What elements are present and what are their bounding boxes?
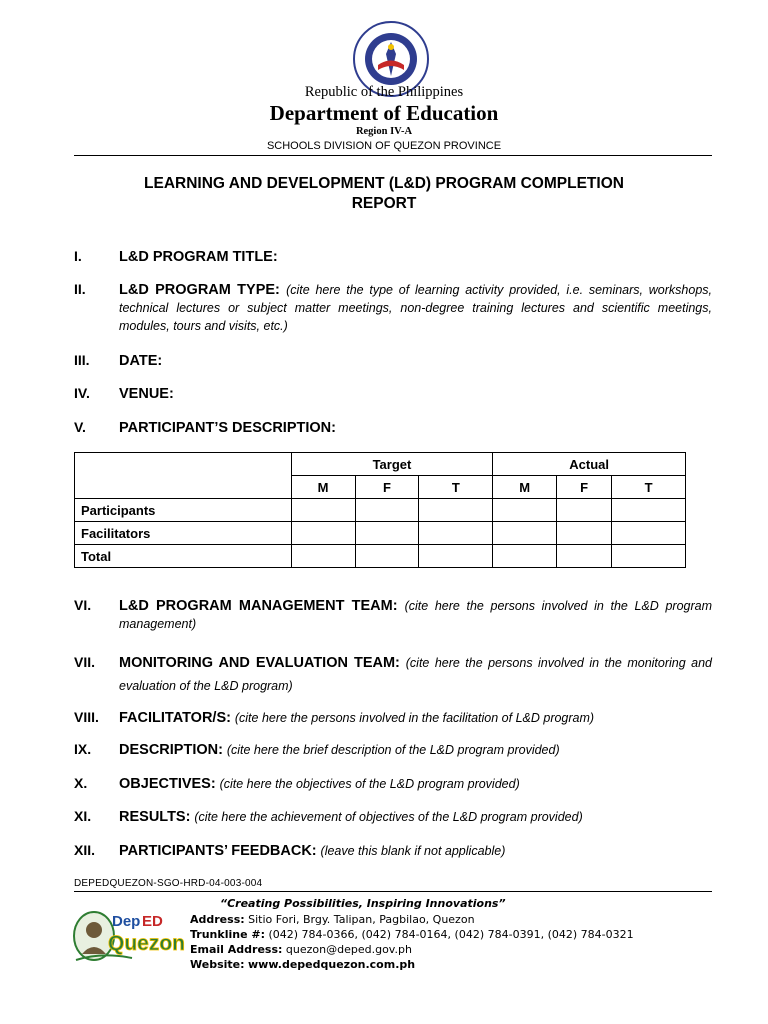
section-note: (cite here the persons involved in the monitoring and evaluation of the L&D program) — [119, 656, 713, 693]
table-row — [75, 499, 686, 522]
section-heading: DATE: — [119, 353, 163, 369]
table-cell[interactable] — [419, 522, 493, 545]
table-corner-cell — [75, 453, 292, 499]
republic-line: Republic of the Philippines — [304, 84, 464, 100]
section-note: (cite here the persons involved in the L&D program management) — [119, 599, 712, 631]
table-cell[interactable] — [419, 545, 493, 568]
section-note: (cite here the objectives of the L&D program provided) — [219, 777, 520, 791]
section-note: (cite here the achievement of objectives of the L&D program provided) — [194, 810, 583, 824]
table-cell[interactable] — [355, 499, 419, 522]
svg-text:ED: ED — [142, 913, 163, 930]
trunkline-label: Trunkline #: — [190, 928, 265, 941]
subheader-cell: M — [493, 476, 557, 499]
trunkline-value: (042) 784-0366, (042) 784-0164, (042) 784-0391, (042) 784-0321 — [268, 928, 634, 941]
section-heading: DESCRIPTION: — [119, 742, 223, 758]
section-number: VII. — [74, 654, 96, 670]
tagline: “Creating Possibilities, Inspiring Innovations” — [220, 897, 506, 910]
table-cell[interactable] — [493, 522, 557, 545]
table-cell[interactable] — [493, 499, 557, 522]
subheader-cell: F — [557, 476, 612, 499]
section-number: III. — [74, 352, 90, 368]
section-iii — [74, 352, 712, 370]
table-cell[interactable] — [355, 522, 419, 545]
department-name: Department of Education — [269, 101, 499, 125]
website-link[interactable]: www.depedquezon.com.ph — [248, 958, 416, 971]
division-line: SCHOOLS DIVISION OF QUEZON PROVINCE — [266, 140, 502, 152]
section-number: XI. — [74, 808, 92, 824]
email-link[interactable]: quezon@deped.gov.ph — [285, 943, 412, 956]
email-label: Email Address: — [190, 943, 283, 956]
section-heading: VENUE: — [119, 386, 174, 402]
subheader-cell: T — [419, 476, 493, 499]
report-title-line1: LEARNING AND DEVELOPMENT (L&D) PROGRAM COMPLETION — [144, 175, 624, 192]
footer-trunkline — [190, 928, 634, 943]
table-cell[interactable] — [291, 522, 355, 545]
section-i — [74, 248, 712, 266]
subheader-cell: F — [355, 476, 419, 499]
section-number: IV. — [74, 385, 90, 401]
svg-text:Dep: Dep — [112, 913, 141, 930]
section-heading: L&D PROGRAM MANAGEMENT TEAM: — [119, 598, 398, 614]
region-line: Region IV-A — [355, 126, 413, 137]
table-cell[interactable] — [612, 545, 686, 568]
table-cell[interactable] — [291, 499, 355, 522]
section-heading: MONITORING AND EVALUATION TEAM: — [119, 655, 400, 671]
section-note: (cite here the brief description of the L&D program provided) — [226, 743, 560, 757]
table-cell[interactable] — [612, 499, 686, 522]
section-number: I. — [74, 248, 82, 264]
report-title-line2: REPORT — [351, 195, 417, 212]
table-cell[interactable] — [557, 522, 612, 545]
section-heading: FACILITATOR/S: — [119, 710, 231, 726]
table-row — [75, 545, 686, 568]
section-xi — [74, 808, 712, 826]
deped-quezon-logo-icon — [72, 906, 185, 964]
table-cell[interactable] — [419, 499, 493, 522]
section-ix — [74, 741, 712, 759]
actual-header: Actual — [493, 453, 686, 476]
section-heading: PARTICIPANTS’ FEEDBACK: — [119, 843, 317, 859]
section-viii — [74, 709, 712, 727]
table-cell[interactable] — [557, 499, 612, 522]
section-ii — [74, 281, 712, 335]
footer-email — [190, 943, 412, 958]
footer-divider — [74, 891, 712, 892]
table-header-row — [75, 453, 686, 476]
footer-address — [190, 913, 475, 928]
section-number: IX. — [74, 741, 92, 757]
participants-table — [74, 452, 686, 568]
website-label: Website: — [190, 958, 245, 971]
section-number: VIII. — [74, 709, 99, 725]
section-number: X. — [74, 775, 88, 791]
target-header: Target — [291, 453, 493, 476]
section-note: (leave this blank if not applicable) — [320, 844, 506, 858]
subheader-cell: M — [291, 476, 355, 499]
section-vii — [74, 651, 712, 697]
section-x — [74, 775, 712, 793]
header-divider — [74, 155, 712, 156]
address-label: Address: — [190, 913, 245, 926]
document-code: DEPEDQUEZON-SGO-HRD-04-003-004 — [74, 878, 263, 889]
subheader-cell: T — [612, 476, 686, 499]
section-number: II. — [74, 281, 86, 297]
section-heading: L&D PROGRAM TYPE: — [119, 282, 280, 298]
address-value: Sitio Fori, Brgy. Talipan, Pagbilao, Quezon — [248, 913, 475, 926]
section-number: VI. — [74, 597, 92, 613]
table-cell[interactable] — [493, 545, 557, 568]
footer-website — [190, 958, 415, 973]
section-heading: L&D PROGRAM TITLE: — [119, 249, 278, 265]
table-cell[interactable] — [355, 545, 419, 568]
row-label: Participants — [75, 499, 292, 522]
section-heading: OBJECTIVES: — [119, 776, 216, 792]
section-note: (cite here the persons involved in the facilitation of L&D program) — [234, 711, 595, 725]
section-xii — [74, 842, 712, 860]
section-v — [74, 419, 712, 437]
table-cell[interactable] — [291, 545, 355, 568]
table-cell[interactable] — [612, 522, 686, 545]
table-row — [75, 522, 686, 545]
section-heading: RESULTS: — [119, 809, 191, 825]
section-number: XII. — [74, 842, 96, 858]
section-vi — [74, 597, 712, 633]
svg-text:Quezon: Quezon — [108, 932, 185, 955]
section-note: (cite here the type of learning activity provided, i.e. seminars, workshops, technical lectures or subject matter meetings, non-degree training lectures and scientific meetings, modules, tours and visits, etc.) — [119, 283, 712, 333]
table-cell[interactable] — [557, 545, 612, 568]
row-label: Facilitators — [75, 522, 292, 545]
section-heading: PARTICIPANT’S DESCRIPTION: — [119, 420, 336, 436]
section-iv — [74, 385, 712, 403]
row-label: Total — [75, 545, 292, 568]
section-number: V. — [74, 419, 86, 435]
